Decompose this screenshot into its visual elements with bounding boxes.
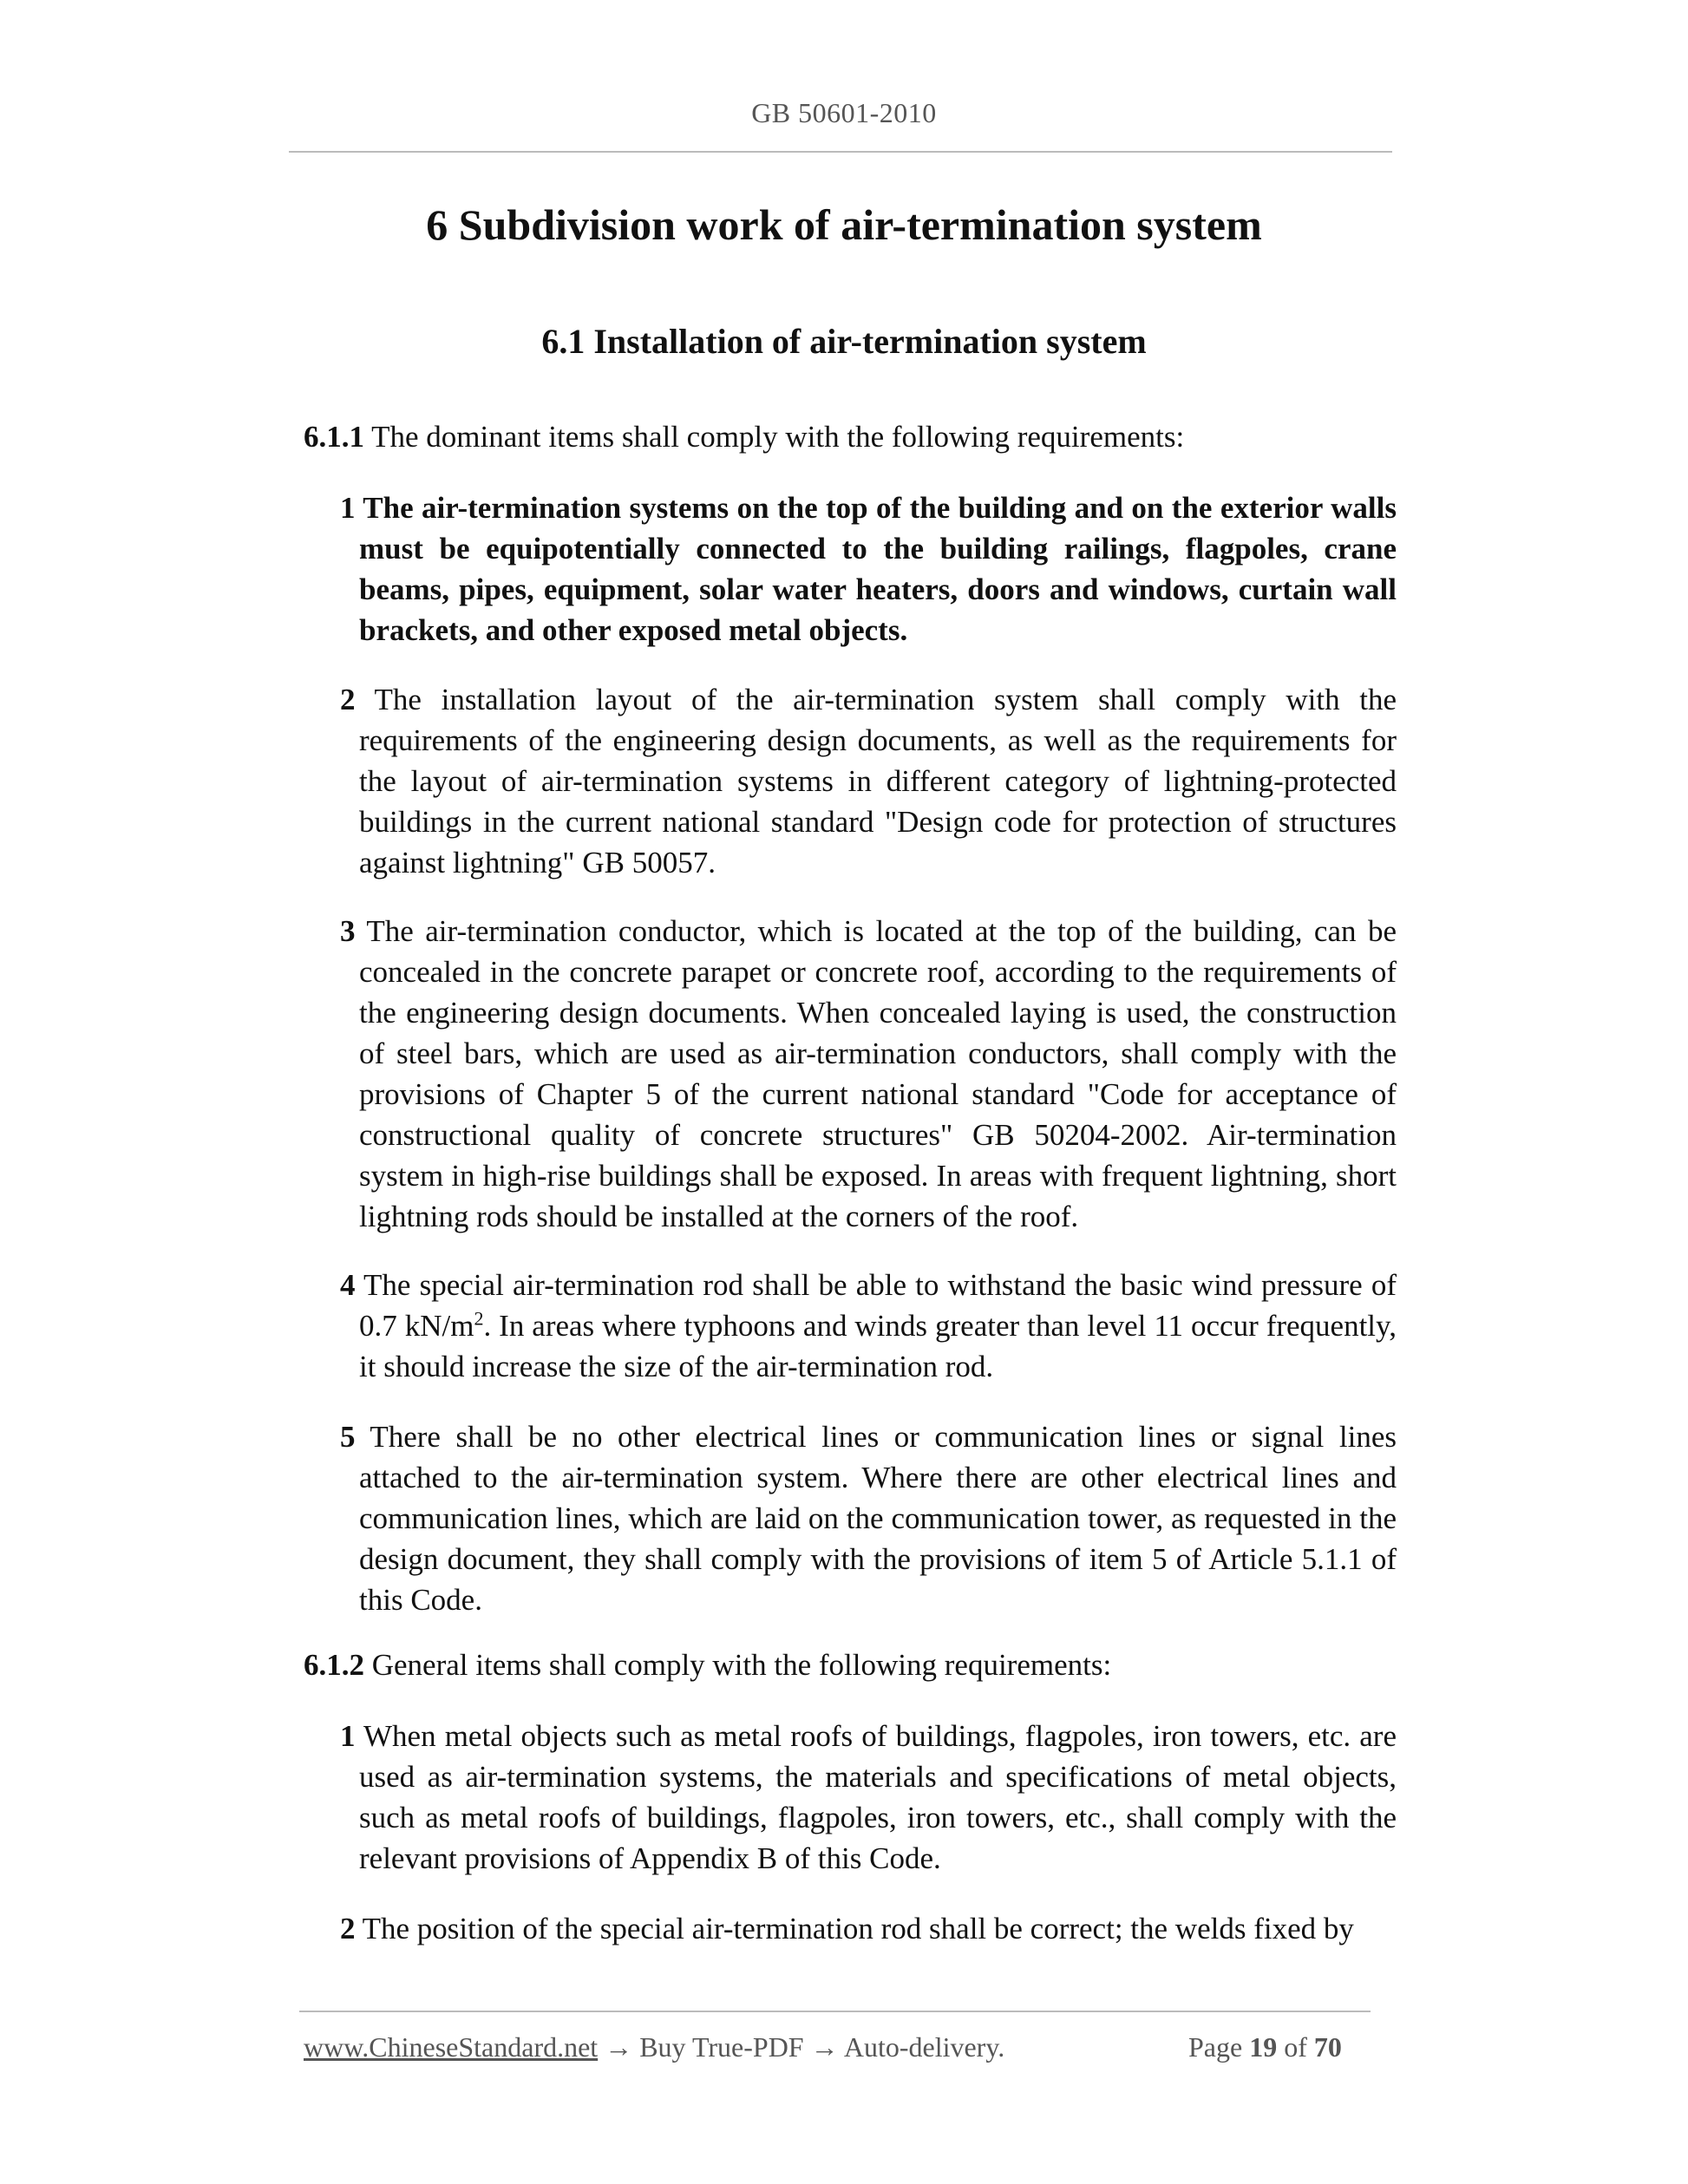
clause-text: General items shall comply with the following requirements: xyxy=(371,1648,1112,1682)
item-text: There shall be no other electrical lines or communication lines or signal lines attached to the air-termination system. Where there are other electrical lines and communication lines, which are laid on the communication tower, as requested in the design document, they shall comply with the provisions of item 5 of Article 5.1.1 of this Code. xyxy=(359,1420,1397,1617)
header-divider xyxy=(289,151,1392,153)
list-item xyxy=(340,679,1397,883)
footer-links xyxy=(304,2031,1004,2063)
clause-number: 6.1.2 xyxy=(304,1648,364,1682)
item-text: The position of the special air-termination rod shall be correct; the welds fixed by xyxy=(362,1912,1354,1945)
standard-code-header: GB 50601-2010 xyxy=(751,97,937,128)
footer-divider xyxy=(299,2011,1371,2012)
chapter-title: 6 Subdivision work of air-termination system xyxy=(426,200,1262,249)
page-indicator xyxy=(1188,2031,1342,2063)
item-text-cont: . In areas where typhoons and winds greater than level 11 occur frequently, it should increase the size of the air-termination rod. xyxy=(359,1309,1397,1383)
list-item xyxy=(340,487,1397,651)
item-number: 3 xyxy=(340,914,356,948)
list-item xyxy=(340,1416,1397,1620)
list-item xyxy=(340,1716,1397,1879)
site-link[interactable]: www.ChineseStandard.net xyxy=(304,2031,599,2063)
superscript: 2 xyxy=(474,1307,484,1330)
item-text: The installation layout of the air-termination system shall comply with the requirements of the engineering design documents, as well as the requirements for the layout of air-termination systems in different category of lightning-protected buildings in the current national standard "Design code for protection of structures against lightning" GB 50057. xyxy=(359,683,1397,879)
page-of: of xyxy=(1284,2031,1307,2063)
list-item xyxy=(340,911,1397,1237)
buy-pdf-link[interactable]: Buy True-PDF xyxy=(639,2031,804,2063)
page-current: 19 xyxy=(1249,2031,1278,2063)
item-number: 1 xyxy=(340,491,356,525)
list-item xyxy=(340,1265,1397,1387)
item-text: When metal objects such as metal roofs of buildings, flagpoles, iron towers, etc. are used as air-termination systems, the materials and specifications of metal objects, such as metal roofs of buildings, flagpoles, iron towers, etc., shall comply with the relevant provisions of Appendix B of this Code. xyxy=(359,1719,1397,1875)
clause-number: 6.1.1 xyxy=(304,420,364,454)
arrow-icon: → xyxy=(605,2031,633,2063)
item-number: 1 xyxy=(340,1719,356,1753)
item-number: 4 xyxy=(340,1268,356,1302)
item-text: The special air-termination rod shall be able to withstand the basic wind pressure of 0.7 kN/m xyxy=(359,1268,1397,1343)
item-number: 2 xyxy=(340,683,356,716)
item-text: The air-termination conductor, which is located at the top of the building, can be concealed in the concrete parapet or concrete roof, according to the requirements of the engineering design documents. When concealed laying is used, the construction of steel bars, which are used as air-termination conductors, shall comply with the provisions of Chapter 5 of the current national standard "Code for acceptance of constructional quality of concrete structures" GB 50204-2002. Air-termination system in high-rise buildings shall be exposed. In areas with frequent lightning, short lightning rods should be installed at the corners of the roof. xyxy=(359,914,1397,1233)
clause-6-1-2 xyxy=(304,1645,1388,1685)
list-item xyxy=(340,1908,1397,1949)
item-number: 2 xyxy=(340,1912,356,1945)
arrow-icon: → xyxy=(810,2031,839,2063)
auto-delivery-text: Auto-delivery. xyxy=(843,2031,1005,2063)
item-text: The air-termination systems on the top of the building and on the exterior walls must be equipotentially connected to the building railings, flagpoles, crane beams, pipes, equipment, solar water heaters, doors and windows, curtain wall brackets, and other exposed metal objects. xyxy=(359,491,1397,647)
page-total: 70 xyxy=(1313,2031,1342,2063)
clause-text: The dominant items shall comply with the following requirements: xyxy=(371,420,1185,454)
clause-6-1-1 xyxy=(304,416,1388,457)
page-label: Page xyxy=(1188,2031,1243,2063)
section-title: 6.1 Installation of air-termination system xyxy=(541,322,1147,361)
item-number: 5 xyxy=(340,1420,356,1454)
